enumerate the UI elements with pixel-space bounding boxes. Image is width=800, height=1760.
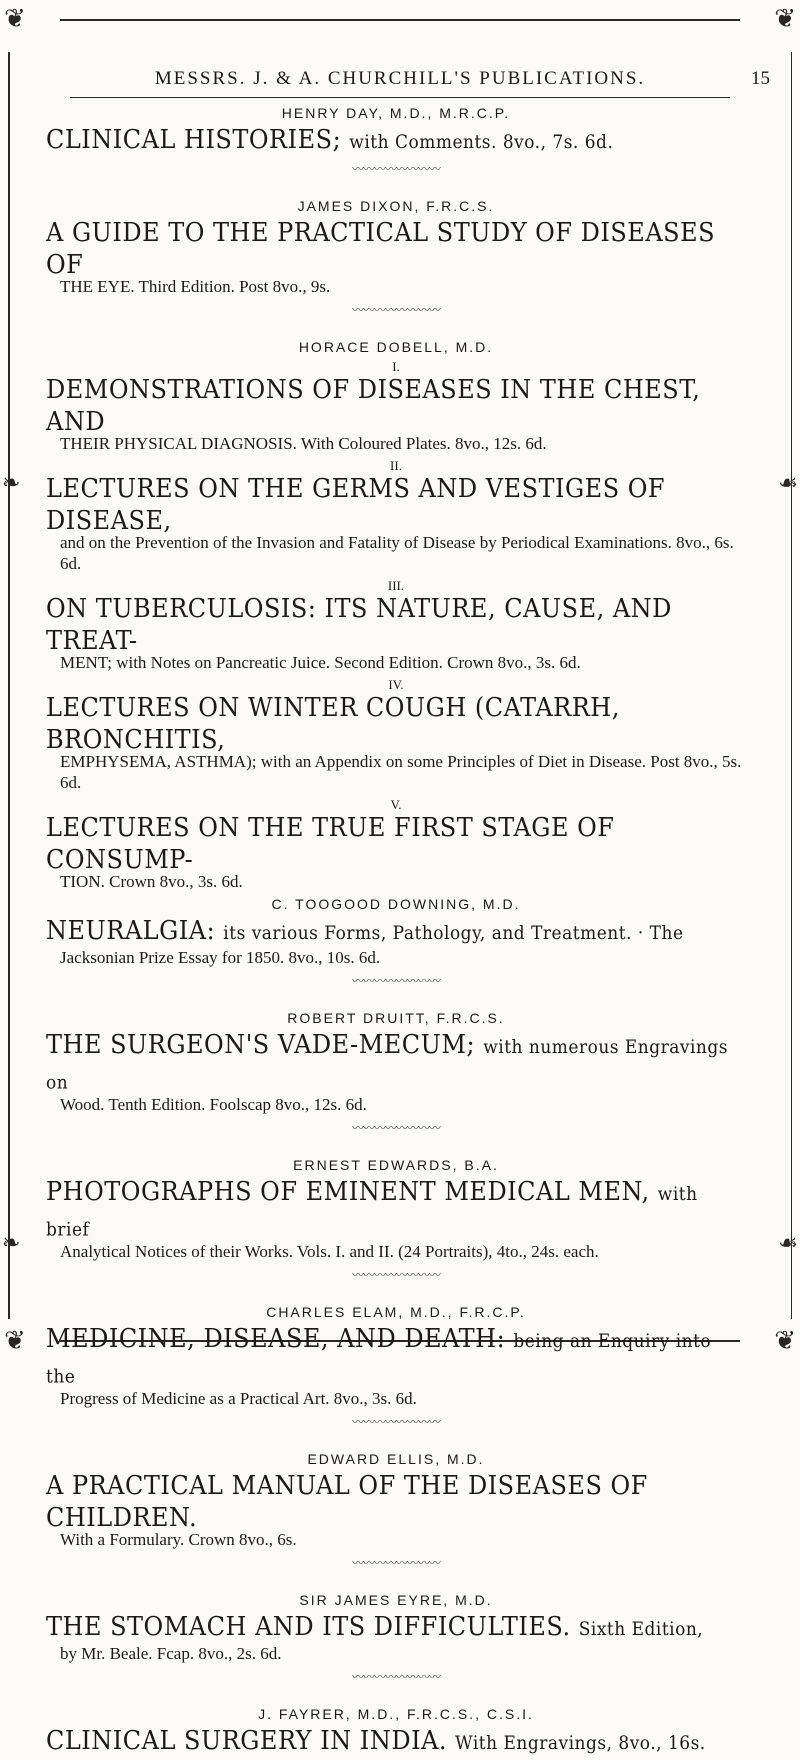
top-rule xyxy=(60,19,740,21)
page-header: MESSRS. J. & A. CHURCHILL'S PUBLICATIONS. xyxy=(154,68,646,89)
book-description: by Mr. Beale. Fcap. 8vo., 2s. 6d. xyxy=(60,1644,282,1663)
list-item xyxy=(46,1592,746,1664)
corner-ornament-icon: ❦ xyxy=(774,1326,796,1355)
book-title: MEDICINE, DISEASE, AND DEATH: being an Enquiry into the xyxy=(46,1323,712,1388)
list-item xyxy=(46,1157,746,1262)
divider: 〰〰〰〰〰〰〰〰 xyxy=(351,974,440,988)
book-title: LECTURES ON WINTER COUGH (CATARRH, BRONCHITIS, xyxy=(46,692,620,755)
book-description: THEIR PHYSICAL DIAGNOSIS. With Coloured Plates. 8vo., 12s. 6d. xyxy=(60,434,547,453)
book-title: DEMONSTRATIONS OF DISEASES IN THE CHEST, AND xyxy=(46,374,701,437)
book-description: EMPHYSEMA, ASTHMA); with an Appendix on some Principles of Diet in Disease. Post 8vo., 5s. 6d. xyxy=(60,752,742,792)
book-title: LECTURES ON THE TRUE FIRST STAGE OF CONSUMP- xyxy=(46,812,615,875)
author: EDWARD ELLIS, M.D. xyxy=(307,1451,485,1467)
side-ornament-icon: ☙ xyxy=(778,470,798,495)
divider: 〰〰〰〰〰〰〰〰 xyxy=(351,1268,440,1282)
book-description: Wood. Tenth Edition. Foolscap 8vo., 12s. 6d. xyxy=(60,1095,367,1114)
book-description: Progress of Medicine as a Practical Art. 8vo., 3s. 6d. xyxy=(60,1389,417,1408)
book-description: TION. Crown 8vo., 3s. 6d. xyxy=(60,872,243,891)
book-title: LECTURES ON THE GERMS AND VESTIGES OF DISEASE, xyxy=(46,473,666,536)
divider: 〰〰〰〰〰〰〰〰 xyxy=(351,1670,440,1684)
list-item xyxy=(46,1010,746,1115)
book-title: NEURALGIA: its various Forms, Pathology, and Treatment. · The xyxy=(46,915,684,946)
author: ERNEST EDWARDS, B.A. xyxy=(293,1157,499,1173)
item-number: III. xyxy=(387,578,405,593)
author: JAMES DIXON, F.R.C.S. xyxy=(297,198,495,214)
divider: 〰〰〰〰〰〰〰〰 xyxy=(351,162,440,176)
book-description: Jacksonian Prize Essay for 1850. 8vo., 10s. 6d. xyxy=(60,948,381,967)
book-title: PHOTOGRAPHS OF EMINENT MEDICAL MEN, with brief xyxy=(46,1176,698,1241)
list-item xyxy=(46,1451,746,1550)
divider: 〰〰〰〰〰〰〰〰 xyxy=(351,1121,440,1135)
right-border xyxy=(791,52,793,1319)
corner-ornament-icon: ❦ xyxy=(774,4,796,33)
author: HENRY DAY, M.D., M.R.C.P. xyxy=(281,105,511,121)
book-title: CLINICAL SURGERY IN INDIA. With Engravings, 8vo., 16s. xyxy=(46,1725,706,1756)
author: ROBERT DRUITT, F.R.C.S. xyxy=(287,1010,505,1026)
list-item xyxy=(46,105,746,156)
author: C. TOOGOOD DOWNING, M.D. xyxy=(271,896,521,912)
list-item xyxy=(46,339,746,892)
book-title: ON TUBERCULOSIS: ITS NATURE, CAUSE, AND TREAT- xyxy=(46,593,672,656)
book-description: With a Formulary. Crown 8vo., 6s. xyxy=(60,1530,297,1549)
divider: 〰〰〰〰〰〰〰〰 xyxy=(351,1556,440,1570)
author: CHARLES ELAM, M.D., F.R.C.P. xyxy=(266,1304,526,1320)
book-description: MENT; with Notes on Pancreatic Juice. Second Edition. Crown 8vo., 3s. 6d. xyxy=(60,653,581,672)
corner-ornament-icon: ❦ xyxy=(4,4,26,33)
side-ornament-icon: ❧ xyxy=(2,470,21,495)
divider: 〰〰〰〰〰〰〰〰 xyxy=(351,303,440,317)
left-border xyxy=(8,52,10,1319)
item-number: IV. xyxy=(388,677,404,692)
author: SIR JAMES EYRE, M.D. xyxy=(299,1592,493,1608)
item-number: V. xyxy=(390,797,402,812)
publication-list xyxy=(46,105,746,1757)
list-item xyxy=(46,198,746,297)
book-description: and on the Prevention of the Invasion and Fatality of Disease by Periodical Examinations. 8vo., 6s. 6d. xyxy=(60,533,734,573)
item-number: I. xyxy=(392,359,400,374)
item-number: II. xyxy=(390,458,402,473)
book-title: CLINICAL HISTORIES; with Comments. 8vo., 7s. 6d. xyxy=(46,124,614,155)
book-title: A PRACTICAL MANUAL OF THE DISEASES OF CHILDREN. xyxy=(46,1470,648,1533)
book-description: THE EYE. Third Edition. Post 8vo., 9s. xyxy=(60,277,331,296)
book-title: THE STOMACH AND ITS DIFFICULTIES. Sixth Edition, xyxy=(46,1611,704,1642)
page-number: 15 xyxy=(751,68,770,89)
author: J. FAYRER, M.D., F.R.C.S., C.S.I. xyxy=(258,1706,534,1722)
list-item xyxy=(46,896,746,968)
book-description: Analytical Notices of their Works. Vols. I. and II. (24 Portraits), 4to., 24s. each. xyxy=(60,1242,599,1261)
divider: 〰〰〰〰〰〰〰〰 xyxy=(351,1415,440,1429)
list-item xyxy=(46,1304,746,1409)
book-title: THE SURGEON'S VADE-MECUM; with numerous Engravings on xyxy=(46,1029,728,1094)
list-item xyxy=(46,1706,746,1757)
side-ornament-icon: ❧ xyxy=(2,1230,21,1255)
book-title: A GUIDE TO THE PRACTICAL STUDY OF DISEASES OF xyxy=(46,217,716,280)
corner-ornament-icon: ❦ xyxy=(4,1326,26,1355)
header-rule xyxy=(70,97,730,98)
author: HORACE DOBELL, M.D. xyxy=(298,339,494,355)
side-ornament-icon: ☙ xyxy=(778,1230,798,1255)
